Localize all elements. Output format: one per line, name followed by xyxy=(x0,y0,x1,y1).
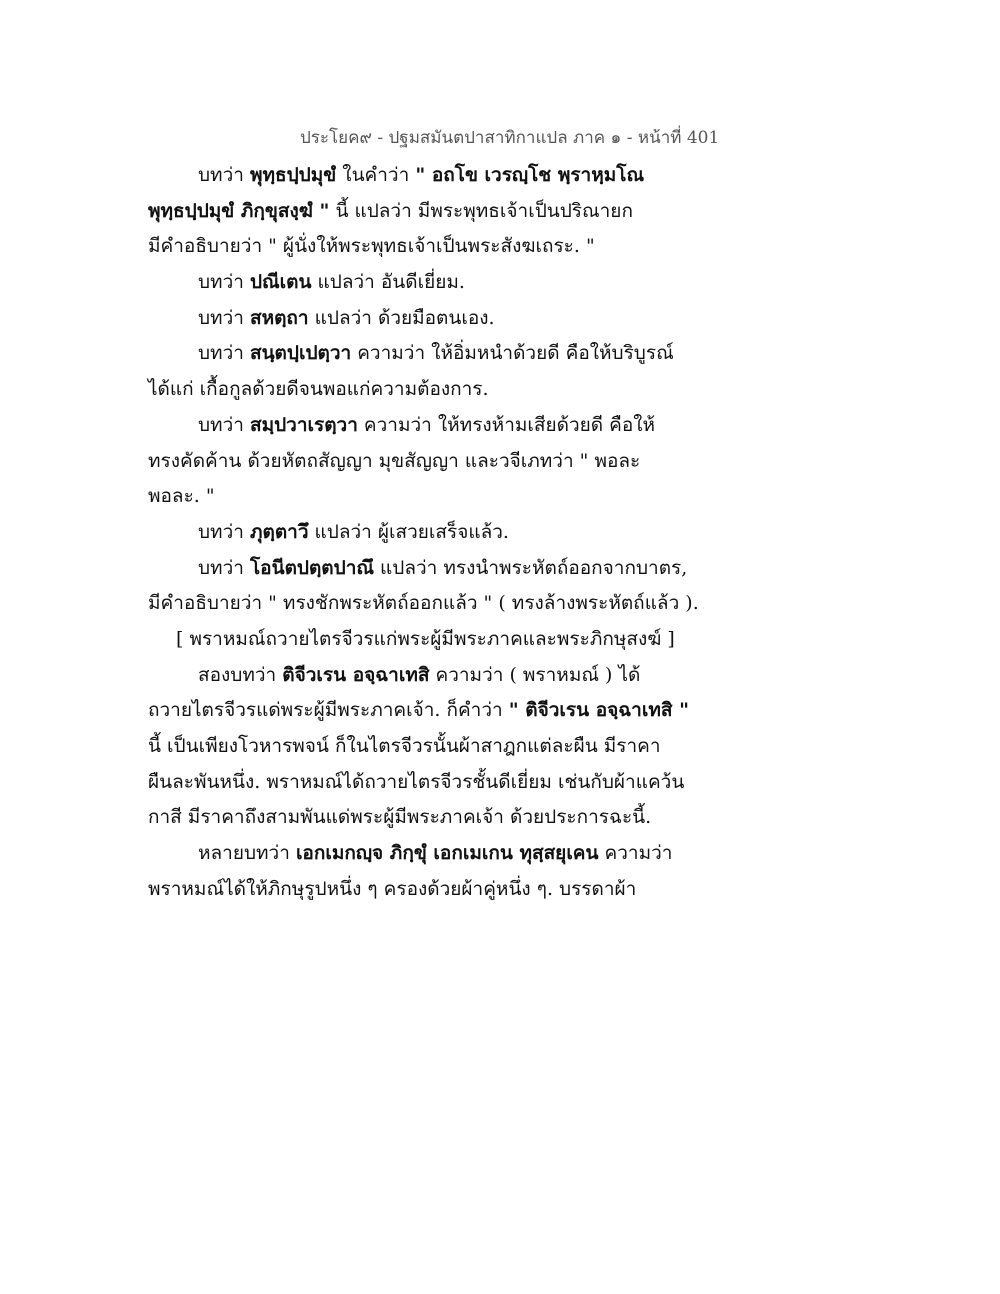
pali-term: สหตฺถา xyxy=(249,306,309,329)
text-run: กาสี มีราคาถึงสามพันแด่พระผู้มีพระภาคเจ้า ด้วยประการฉะนี้. xyxy=(148,806,652,829)
text-run: ได้แก่ เกื้อกูลด้วยดีจนพอแก่ความต้องการ. xyxy=(148,378,489,401)
pali-term: " อถโข เวรญฺโช พฺราหฺมโณ xyxy=(415,164,645,186)
text-line xyxy=(148,836,708,872)
text-run: นี้ เป็นเพียงโวหารพจน์ ก็ในไตรจีวรนั้นผ้าสาฎกแต่ละผืน มีราคา xyxy=(148,735,661,757)
text-line xyxy=(148,551,708,587)
text-run: บทว่า xyxy=(198,342,250,365)
text-run: ความว่า ให้อิ่มหนำด้วยดี คือให้บริบูรณ์ xyxy=(351,342,674,365)
text-line xyxy=(148,372,708,408)
text-run: บทว่า xyxy=(198,520,250,543)
text-run: ความว่า ให้ทรงห้ามเสียด้วยดี คือให้ xyxy=(357,413,656,436)
pali-term: ภุตฺตาวึ xyxy=(249,520,309,543)
pali-term: พุทฺธปฺปมุขํ xyxy=(249,164,337,186)
text-line xyxy=(148,479,708,515)
page-header: ประโยค๙ - ปฐมสมันตปาสาทิกาแปล ภาค ๑ - หน้าที่ 401 xyxy=(300,128,720,148)
pali-term: พุทฺธปฺปมุขํ ภิกฺขุสงฺฆํ " xyxy=(148,199,330,222)
pali-term: สนฺตปฺเปตฺวา xyxy=(249,342,352,365)
text-line xyxy=(148,336,708,372)
text-run: นี้ แปลว่า มีพระพุทธเจ้าเป็นปริณายก xyxy=(329,199,633,222)
text-run: ทรงคัดค้าน ด้วยหัตถสัญญา มุขสัญญา และวจีเภทว่า " พอละ xyxy=(148,449,641,472)
text-line xyxy=(148,194,708,230)
text-line xyxy=(148,658,708,694)
pali-term: โอนีตปตฺตปาณึ xyxy=(249,556,375,579)
text-run: แปลว่า ทรงนำพระหัตถ์ออกจากบาตร, xyxy=(374,556,688,579)
text-line xyxy=(148,158,708,194)
text-line xyxy=(148,229,708,265)
text-line xyxy=(148,265,708,301)
text-line xyxy=(148,408,708,444)
text-run: บทว่า xyxy=(198,164,250,186)
pali-term: ติจีวเรน อจฺฉาเทสิ xyxy=(282,663,430,686)
text-run: แปลว่า ผู้เสวยเสร็จแล้ว. xyxy=(308,520,509,543)
text-line xyxy=(148,729,708,765)
text-run: แปลว่า อันดีเยี่ยม. xyxy=(311,271,465,294)
pali-term: เอกเมกญฺจ ภิกฺขุํ เอกเมเกน ทุสฺสยุเคน xyxy=(295,842,599,865)
text-line xyxy=(148,693,708,729)
text-run: ความว่า xyxy=(598,842,673,865)
text-run: ถวายไตรจีวรแด่พระผู้มีพระภาคเจ้า. ก็คำว่า xyxy=(148,699,509,722)
text-line xyxy=(148,872,708,908)
text-line xyxy=(148,515,708,551)
text-run: สองบทว่า xyxy=(198,663,283,686)
pali-term: สมฺปวาเรตฺวา xyxy=(249,413,358,436)
text-run: พราหมณ์ได้ให้ภิกษุรูปหนึ่ง ๆ ครองด้วยผ้าคู่หนึ่ง ๆ. บรรดาผ้า xyxy=(148,877,637,900)
text-run: ความว่า ( พราหมณ์ ) ได้ xyxy=(429,663,641,686)
text-run: บทว่า xyxy=(198,271,250,294)
text-run: บทว่า xyxy=(198,556,250,579)
text-run: มีคำอธิบายว่า " ผู้นั่งให้พระพุทธเจ้าเป็นพระสังฆเถระ. " xyxy=(148,235,595,258)
text-run: [ พราหมณ์ถวายไตรจีวรแก่พระผู้มีพระภาคและพระภิกษุสงฆ์ ] xyxy=(176,627,675,650)
text-line xyxy=(148,800,708,836)
text-run: มีคำอธิบายว่า " ทรงชักพระหัตถ์ออกแล้ว " ( ทรงล้างพระหัตถ์แล้ว ). xyxy=(148,592,699,615)
text-run: ในคำว่า xyxy=(336,164,416,186)
document-body xyxy=(148,158,708,907)
text-line xyxy=(148,586,708,622)
text-line xyxy=(148,301,708,337)
text-line xyxy=(148,444,708,480)
text-run: พอละ. " xyxy=(148,485,215,508)
pali-term: ปณีเตน xyxy=(249,271,312,294)
text-line xyxy=(148,765,708,801)
pali-term: " ติจีวเรน อจฺฉาเทสิ " xyxy=(508,699,689,722)
text-run: บทว่า xyxy=(198,306,250,329)
text-run: หลายบทว่า xyxy=(198,842,296,865)
text-run: บทว่า xyxy=(198,413,250,436)
text-run: ผืนละพันหนึ่ง. พราหมณ์ได้ถวายไตรจีวรชั้นดีเยี่ยม เช่นกับผ้าแคว้น xyxy=(148,770,685,793)
section-heading xyxy=(148,622,708,658)
text-run: แปลว่า ด้วยมือตนเอง. xyxy=(308,306,495,329)
